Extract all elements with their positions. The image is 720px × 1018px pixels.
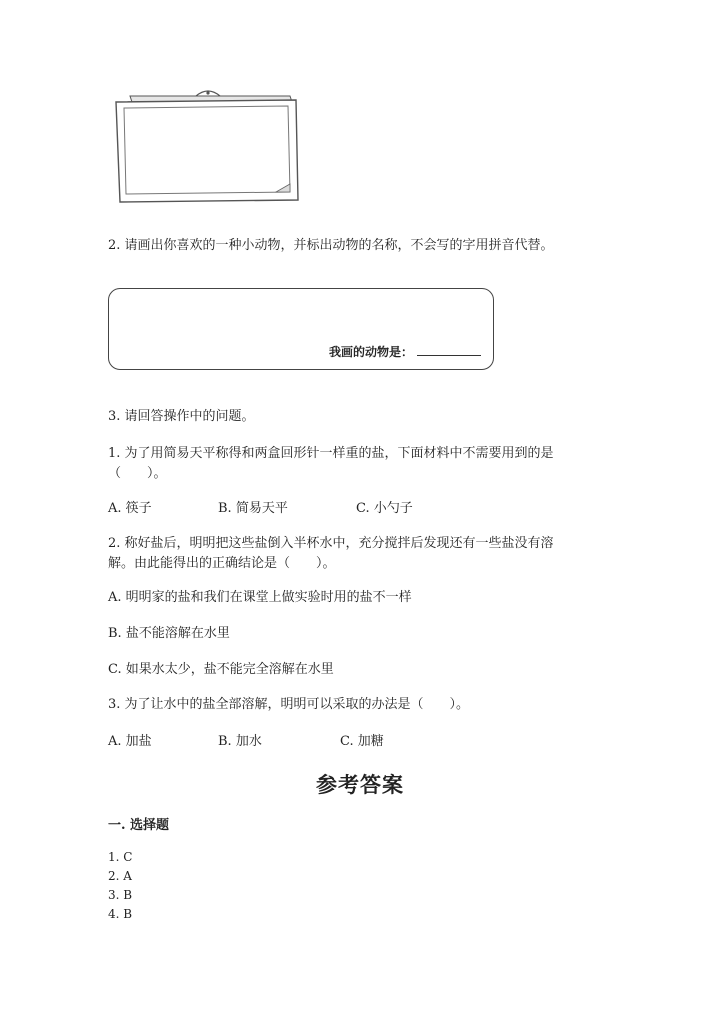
q3-sub3-option-a[interactable]: A. 加盐: [108, 734, 152, 749]
q3-sub2-option-c[interactable]: C. 如果水太少，盐不能完全溶解在水里: [108, 662, 334, 677]
q2-text: 2. 请画出你喜欢的一种小动物，并标出动物的名称，不会写的字用拼音代替。: [108, 238, 554, 253]
answer-key-title: 参考答案: [316, 772, 404, 797]
answer-item-4: 4. B: [108, 907, 133, 921]
q3-sub1-line2: （ ）。: [108, 466, 167, 481]
q3-sub3-option-c[interactable]: C. 加糖: [340, 734, 384, 749]
q3-sub3-line1: 3. 为了让水中的盐全部溶解，明明可以采取的办法是（ ）。: [108, 697, 470, 712]
q3-sub2-option-a[interactable]: A. 明明家的盐和我们在课堂上做实验时用的盐不一样: [108, 590, 412, 605]
q3-sub1-option-b[interactable]: B. 简易天平: [218, 501, 288, 516]
q3-heading: 3. 请回答操作中的问题。: [108, 409, 255, 424]
q3-sub2-line2: 解。由此能得出的正确结论是（ ）。: [108, 556, 336, 571]
whiteboard-icon: [110, 88, 300, 204]
animal-name-label: 我画的动物是：: [329, 345, 414, 359]
answer-item-1: 1. C: [108, 850, 133, 864]
q3-sub3-option-b[interactable]: B. 加水: [218, 734, 262, 749]
q3-sub1-line1: 1. 为了用简易天平称得和两盒回形针一样重的盐，下面材料中不需要用到的是: [108, 446, 554, 461]
animal-name-blank[interactable]: [417, 343, 481, 356]
q3-sub2-option-b[interactable]: B. 盐不能溶解在水里: [108, 626, 230, 641]
animal-name-row: [329, 343, 481, 360]
answer-item-3: 3. B: [108, 888, 133, 902]
q3-sub2-line1: 2. 称好盐后，明明把这些盐倒入半杯水中，充分搅拌后发现还有一些盐没有溶: [108, 536, 554, 551]
animal-drawing-box[interactable]: [108, 288, 494, 370]
answer-item-2: 2. A: [108, 869, 132, 883]
answer-section-heading: 一. 选择题: [108, 818, 170, 833]
q3-sub1-option-c[interactable]: C. 小勺子: [356, 501, 413, 516]
q3-sub1-option-a[interactable]: A. 筷子: [108, 501, 152, 516]
